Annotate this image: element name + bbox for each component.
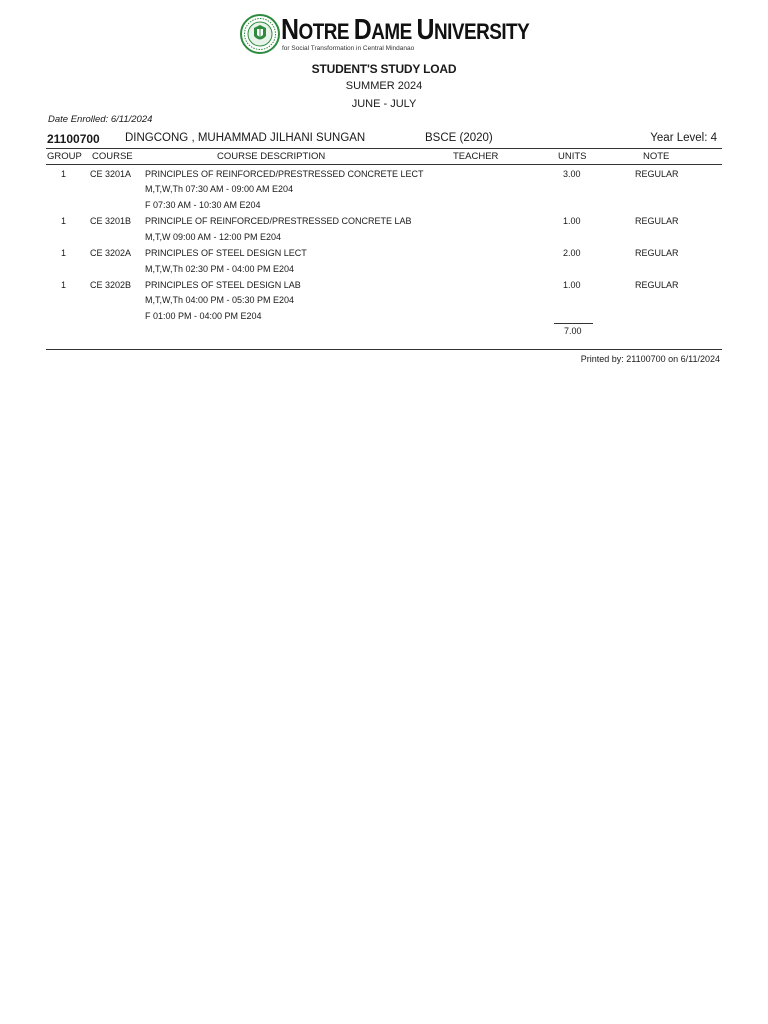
row-group: 1 <box>61 280 67 290</box>
column-header-course: COURSE <box>92 151 133 162</box>
row-description: PRINCIPLES OF REINFORCED/PRESTRESSED CONCRETE LECT <box>145 169 424 179</box>
column-header-units: UNITS <box>558 151 587 162</box>
printed-by: Printed by: 21100700 on 6/11/2024 <box>580 354 720 364</box>
row-course: CE 3202B <box>90 280 132 290</box>
column-header-note: NOTE <box>643 151 670 162</box>
row-group: 1 <box>61 248 67 258</box>
document-title: STUDENT'S STUDY LOAD <box>311 62 457 76</box>
row-group: 1 <box>61 216 67 226</box>
header-divider-bottom <box>46 164 722 165</box>
footer-divider <box>46 349 722 350</box>
row-course: CE 3201A <box>90 169 132 179</box>
column-header-description: COURSE DESCRIPTION <box>217 151 326 162</box>
row-schedule: M,T,W,Th 02:30 PM - 04:00 PM E204 <box>145 264 295 274</box>
date-enrolled: Date Enrolled: 6/11/2024 <box>48 114 153 125</box>
term-label: SUMMER 2024 <box>345 80 423 92</box>
university-seal-icon <box>240 14 280 54</box>
university-tagline: for Social Transformation in Central Mindanao <box>282 45 415 52</box>
row-description: PRINCIPLES OF STEEL DESIGN LECT <box>145 248 307 258</box>
student-name: DINGCONG , MUHAMMAD JILHANI SUNGAN <box>125 132 366 144</box>
year-level: Year Level: 4 <box>650 132 717 144</box>
column-header-teacher: TEACHER <box>453 151 499 162</box>
row-note: REGULAR <box>635 169 679 179</box>
university-logo <box>240 13 540 57</box>
row-course: CE 3201B <box>90 216 132 226</box>
row-course: CE 3202A <box>90 248 132 258</box>
row-schedule: M,T,W 09:00 AM - 12:00 PM E204 <box>145 232 282 242</box>
row-note: REGULAR <box>635 280 679 290</box>
total-units-divider <box>554 323 593 324</box>
row-description: PRINCIPLE OF REINFORCED/PRESTRESSED CONCRETE LAB <box>145 216 412 226</box>
row-group: 1 <box>61 169 67 179</box>
row-schedule: F 07:30 AM - 10:30 AM E204 <box>145 200 261 210</box>
header-divider-top <box>46 148 722 149</box>
row-units: 1.00 <box>563 280 581 290</box>
row-units: 3.00 <box>563 169 581 179</box>
column-header-group: GROUP <box>47 151 82 162</box>
total-units: 7.00 <box>564 326 582 336</box>
student-program: BSCE (2020) <box>425 132 493 144</box>
row-note: REGULAR <box>635 216 679 226</box>
student-id: 21100700 <box>47 132 100 146</box>
row-schedule: F 01:00 PM - 04:00 PM E204 <box>145 311 262 321</box>
row-schedule: M,T,W,Th 07:30 AM - 09:00 AM E204 <box>145 184 294 194</box>
row-schedule: M,T,W,Th 04:00 PM - 05:30 PM E204 <box>145 295 295 305</box>
row-units: 2.00 <box>563 248 581 258</box>
row-description: PRINCIPLES OF STEEL DESIGN LAB <box>145 280 301 290</box>
row-note: REGULAR <box>635 248 679 258</box>
university-name: NOTRE DAME UNIVERSITY <box>281 14 530 46</box>
months-label: JUNE - JULY <box>351 98 417 110</box>
row-units: 1.00 <box>563 216 581 226</box>
